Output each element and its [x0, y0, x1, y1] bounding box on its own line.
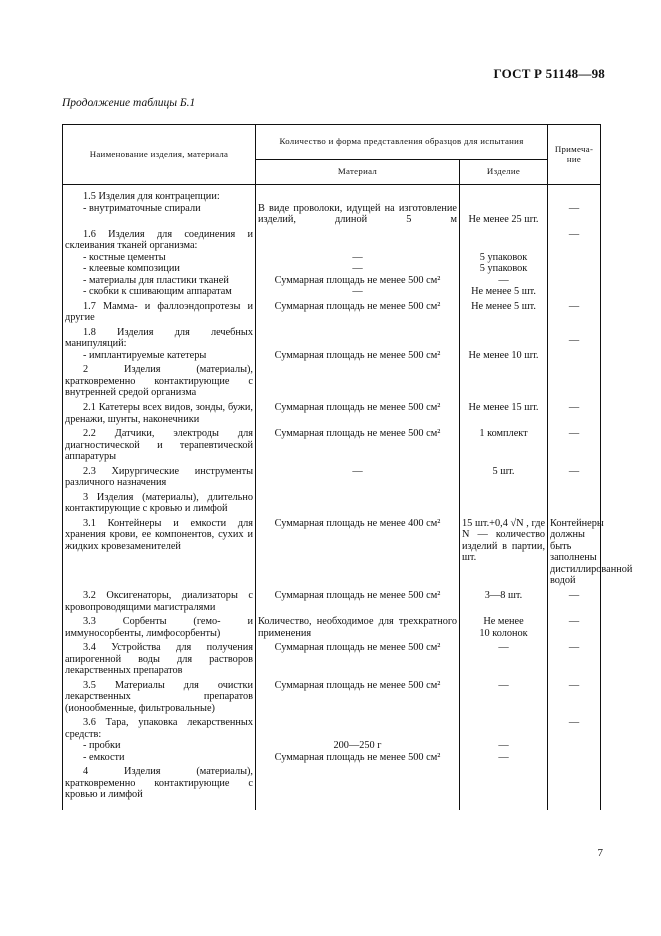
cell-name: 1.7 Мамма- и фаллоэндопротезы и другие: [63, 301, 256, 327]
cell-name: 1.8 Изделия для лечебных манипуляций: - имплантируемые катетеры: [63, 327, 256, 365]
cell-note: —: [548, 466, 601, 492]
cell-note: —: [548, 301, 601, 327]
cell-note: —: [548, 717, 601, 766]
cell-note: —: [548, 327, 601, 365]
cell-product: — —: [460, 717, 548, 766]
cell-material: Суммарная площадь не менее 500 см²: [256, 327, 460, 365]
table-row: [63, 185, 601, 229]
cell-note: —: [548, 428, 601, 466]
table-row: [63, 717, 601, 766]
cell-name: 2.2 Датчики, электроды для диагностической и терапевтической аппаратуры: [63, 428, 256, 466]
cell-product: 3—8 шт.: [460, 590, 548, 616]
cell-material: [256, 492, 460, 518]
cell-note: [548, 766, 601, 804]
cell-note: —: [548, 229, 601, 301]
cell-name: 1.6 Изделия для соединения и склеивания тканей организма: - костные цементы - клеевые композиции - материалы для пластики тканей - скобки к сшивающим аппаратам: [63, 229, 256, 301]
table-row: [63, 590, 601, 616]
cell-material: Суммарная площадь не менее 500 см²: [256, 428, 460, 466]
header-material: Материал: [256, 160, 460, 185]
cell-name: 4 Изделия (материалы), кратковременно контактирующие с кровью и лимфой: [63, 766, 256, 804]
table-row: [63, 680, 601, 718]
cell-note: —: [548, 590, 601, 616]
cell-product: [460, 364, 548, 402]
cell-note: —: [548, 616, 601, 642]
cell-name: 2.3 Хирургические инструменты различного назначения: [63, 466, 256, 492]
cell-product: Не менее 25 шт.: [460, 185, 548, 229]
document-code: ГОСТ Р 51148—98: [493, 66, 605, 81]
cell-product: Не менее 5 шт.: [460, 301, 548, 327]
table-row: [63, 364, 601, 402]
cell-name: 3.3 Сорбенты (гемо- и иммуносорбенты, лимфосорбенты): [63, 616, 256, 642]
table-row: [63, 327, 601, 365]
cell-material: Суммарная площадь не менее 500 см²: [256, 301, 460, 327]
cell-note: Контейнеры должны быть заполнены дистиллированной водой: [548, 518, 601, 590]
cell-note: —: [548, 642, 601, 680]
cell-name: 1.5 Изделия для контрацепции: - внутриматочные спирали: [63, 185, 256, 229]
cell-material: — — Суммарная площадь не менее 500 см² —: [256, 229, 460, 301]
table-caption: Продолжение таблицы Б.1: [62, 97, 196, 109]
cell-name: 2 Изделия (материалы), кратковременно контактирующие с внутренней средой организма: [63, 364, 256, 402]
cell-note: [548, 364, 601, 402]
table-row: [63, 642, 601, 680]
cell-name: 3.4 Устройства для получения апирогенной воды для растворов лекарственных препаратов: [63, 642, 256, 680]
cell-material: —: [256, 466, 460, 492]
header-product: Изделие: [460, 160, 548, 185]
header-name: Наименование изделия, материала: [63, 125, 256, 185]
cell-note: —: [548, 680, 601, 718]
cell-product: [460, 766, 548, 804]
table-row: [63, 616, 601, 642]
cell-material: Суммарная площадь не менее 500 см²: [256, 402, 460, 428]
table-row: [63, 466, 601, 492]
cell-name: 2.1 Катетеры всех видов, зонды, бужи, дренажи, шунты, наконечники: [63, 402, 256, 428]
cell-name: 3.5 Материалы для очистки лекарственных препаратов (ионообменные, фильтровальные): [63, 680, 256, 718]
cell-product: —: [460, 642, 548, 680]
header-quantity-group: Количество и форма представления образцов для испытания: [256, 125, 548, 160]
specimen-table: [62, 124, 633, 810]
cell-product: 5 упаковок 5 упаковок — Не менее 5 шт.: [460, 229, 548, 301]
cell-note: [548, 492, 601, 518]
cell-product: Не менее 10 колонок: [460, 616, 548, 642]
cell-product: 5 шт.: [460, 466, 548, 492]
cell-name: 3.6 Тара, упаковка лекарственных средств: - пробки - емкости: [63, 717, 256, 766]
cell-material: Суммарная площадь не менее 400 см²: [256, 518, 460, 590]
cell-name: 3 Изделия (материалы), длительно контактирующие с кровью и лимфой: [63, 492, 256, 518]
cell-product: Не менее 10 шт.: [460, 327, 548, 365]
table-row: [63, 766, 601, 804]
table-row: [63, 804, 601, 810]
cell-material: [256, 364, 460, 402]
cell-material: [256, 766, 460, 804]
cell-product: 1 комплект: [460, 428, 548, 466]
page-number: 7: [597, 847, 603, 859]
cell-material: В виде проволоки, идущей на изготовление изделий, длиной 5 м: [256, 185, 460, 229]
cell-note: —: [548, 185, 601, 229]
cell-product: Не менее 15 шт.: [460, 402, 548, 428]
cell-material: Суммарная площадь не менее 500 см²: [256, 590, 460, 616]
table-row: [63, 492, 601, 518]
cell-material: 200—250 г Суммарная площадь не менее 500 см²: [256, 717, 460, 766]
cell-name: 3.2 Оксигенаторы, диализаторы с кровопроводящими магистралями: [63, 590, 256, 616]
table-row: [63, 518, 601, 590]
cell-material: Суммарная площадь не менее 500 см²: [256, 680, 460, 718]
table-row: [63, 301, 601, 327]
cell-name: 3.1 Контейнеры и емкости для хранения крови, ее компонентов, сухих и жидких кровезаменителей: [63, 518, 256, 590]
cell-material: Суммарная площадь не менее 500 см²: [256, 642, 460, 680]
cell-product: 15 шт.+0,4 √N , где N — количество изделий в партии, шт.: [460, 518, 548, 590]
table-row: [63, 402, 601, 428]
cell-product: [460, 492, 548, 518]
table-row: [63, 428, 601, 466]
cell-note: —: [548, 402, 601, 428]
cell-product: —: [460, 680, 548, 718]
header-note: Примеча-ние: [548, 125, 601, 185]
cell-material: Количество, необходимое для трехкратного применения: [256, 616, 460, 642]
table-row: [63, 229, 601, 301]
